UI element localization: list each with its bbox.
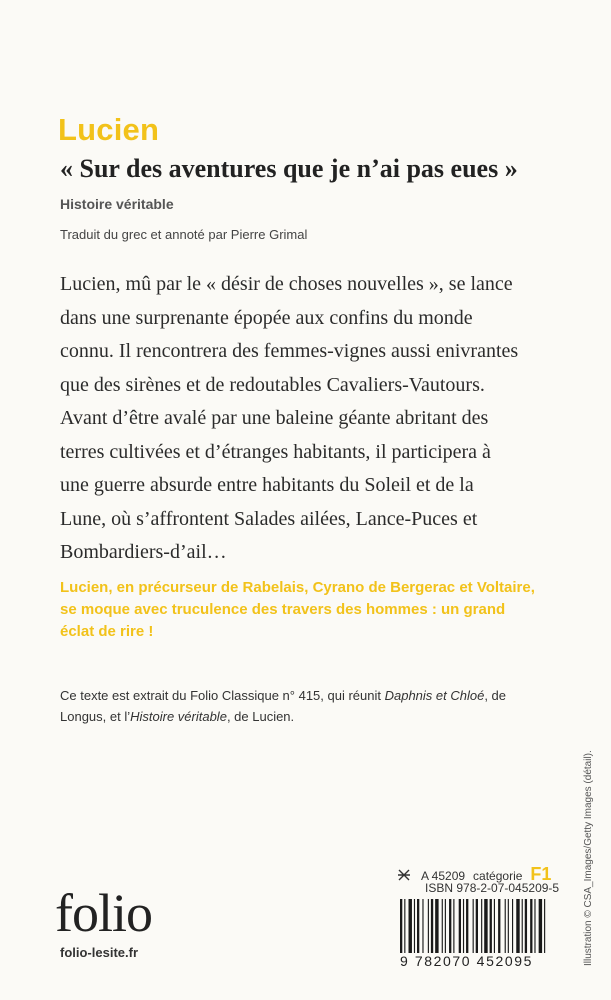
barcode-bar bbox=[463, 899, 464, 955]
highlight-line: éclat de rire ! bbox=[60, 623, 154, 640]
folio-mark-icon bbox=[397, 869, 411, 881]
blurb-line: terres cultivées et d’étranges habitants, il participera à bbox=[60, 440, 491, 463]
barcode-bar bbox=[490, 899, 492, 955]
barcode-bars bbox=[398, 899, 548, 955]
extract-part: , de bbox=[484, 688, 507, 703]
barcode-bar bbox=[544, 899, 545, 955]
barcode-bar bbox=[445, 899, 446, 955]
barcode-bar bbox=[525, 899, 527, 955]
publisher-website[interactable]: folio-lesite.fr bbox=[60, 945, 139, 960]
barcode-bar bbox=[476, 899, 478, 955]
barcode-bar bbox=[466, 899, 468, 955]
blurb-line: une guerre absurde entre habitants du Soleil et de la bbox=[60, 474, 474, 496]
work-title: Histoire véritable bbox=[130, 709, 227, 724]
extract-part: Ce texte est extrait du Folio Classique n° 415, qui réunit bbox=[60, 688, 385, 703]
illustration-credit: Illustration © CSA_Images/Getty Images (détail). bbox=[583, 750, 594, 966]
catalog-code: A 45209 bbox=[421, 869, 466, 883]
barcode-bar bbox=[494, 899, 495, 955]
barcode-bar bbox=[539, 899, 542, 955]
barcode-bar bbox=[428, 899, 429, 955]
barcode-bar bbox=[530, 899, 532, 955]
barcode-bar bbox=[498, 899, 500, 955]
highlight-text bbox=[60, 577, 580, 643]
barcode-bar bbox=[484, 899, 487, 955]
blurb-line: dans une surprenante épopée aux confins du monde bbox=[60, 306, 473, 329]
author-name: Lucien bbox=[58, 112, 160, 147]
extract-note bbox=[60, 685, 580, 727]
barcode-bar bbox=[512, 899, 513, 955]
blurb-line: Avant d’être avalé par une baleine géante abritant des bbox=[60, 407, 489, 429]
blurb-line: Lune, où s’affrontent Salades ailées, Lance-Puces et bbox=[60, 507, 478, 530]
highlight-line: se moque avec truculence des travers des hommes : un grand bbox=[60, 601, 506, 618]
blurb-text bbox=[60, 268, 560, 570]
barcode-bar bbox=[442, 899, 443, 955]
barcode-bar bbox=[505, 899, 506, 955]
extract-part: , de Lucien. bbox=[226, 709, 295, 724]
book-subtitle: Histoire véritable bbox=[60, 196, 174, 212]
extract-line-1 bbox=[60, 685, 580, 706]
barcode-bar bbox=[409, 899, 412, 955]
blurb-line: Lucien, mû par le « désir de choses nouvelles », se lance bbox=[60, 273, 513, 295]
blurb-line: Bombardiers-d’ail… bbox=[60, 541, 227, 563]
work-title: Daphnis et Chloé bbox=[384, 688, 485, 703]
barcode-bar bbox=[417, 899, 419, 955]
barcode-digits: 9 782070 452095 bbox=[400, 953, 550, 969]
barcode-bar bbox=[516, 899, 519, 955]
highlight-line: Lucien, en précurseur de Rabelais, Cyrano de Bergerac et Voltaire, bbox=[60, 579, 535, 596]
barcode-bar bbox=[534, 899, 535, 955]
barcode-bar bbox=[522, 899, 523, 955]
barcode-bar bbox=[422, 899, 423, 955]
book-title: « Sur des aventures que je n’ai pas eues » bbox=[60, 154, 518, 183]
folio-logo: folio bbox=[55, 883, 152, 943]
barcode-bar bbox=[435, 899, 438, 955]
barcode-bar bbox=[414, 899, 415, 955]
barcode-bar bbox=[473, 899, 474, 955]
category-code: F1 bbox=[530, 864, 552, 884]
category-label: catégorie bbox=[473, 869, 523, 883]
barcode-bar bbox=[508, 899, 509, 955]
blurb-line: que des sirènes et de redoutables Cavaliers-Vautours. bbox=[60, 373, 485, 396]
barcode-bar bbox=[459, 899, 461, 955]
translator-credit: Traduit du grec et annoté par Pierre Grimal bbox=[60, 227, 308, 242]
barcode-bar bbox=[404, 899, 405, 955]
barcode-bar bbox=[431, 899, 433, 955]
blurb-line: connu. Il rencontrera des femmes-vignes aussi enivrantes bbox=[60, 340, 519, 362]
extract-line-2 bbox=[60, 706, 580, 727]
barcode-bar bbox=[481, 899, 482, 955]
isbn-number: ISBN 978-2-07-045209-5 bbox=[425, 881, 560, 895]
barcode-bar bbox=[449, 899, 451, 955]
barcode-bar bbox=[453, 899, 454, 955]
extract-part: Longus, et l’ bbox=[60, 709, 131, 724]
barcode-bar bbox=[400, 899, 402, 955]
